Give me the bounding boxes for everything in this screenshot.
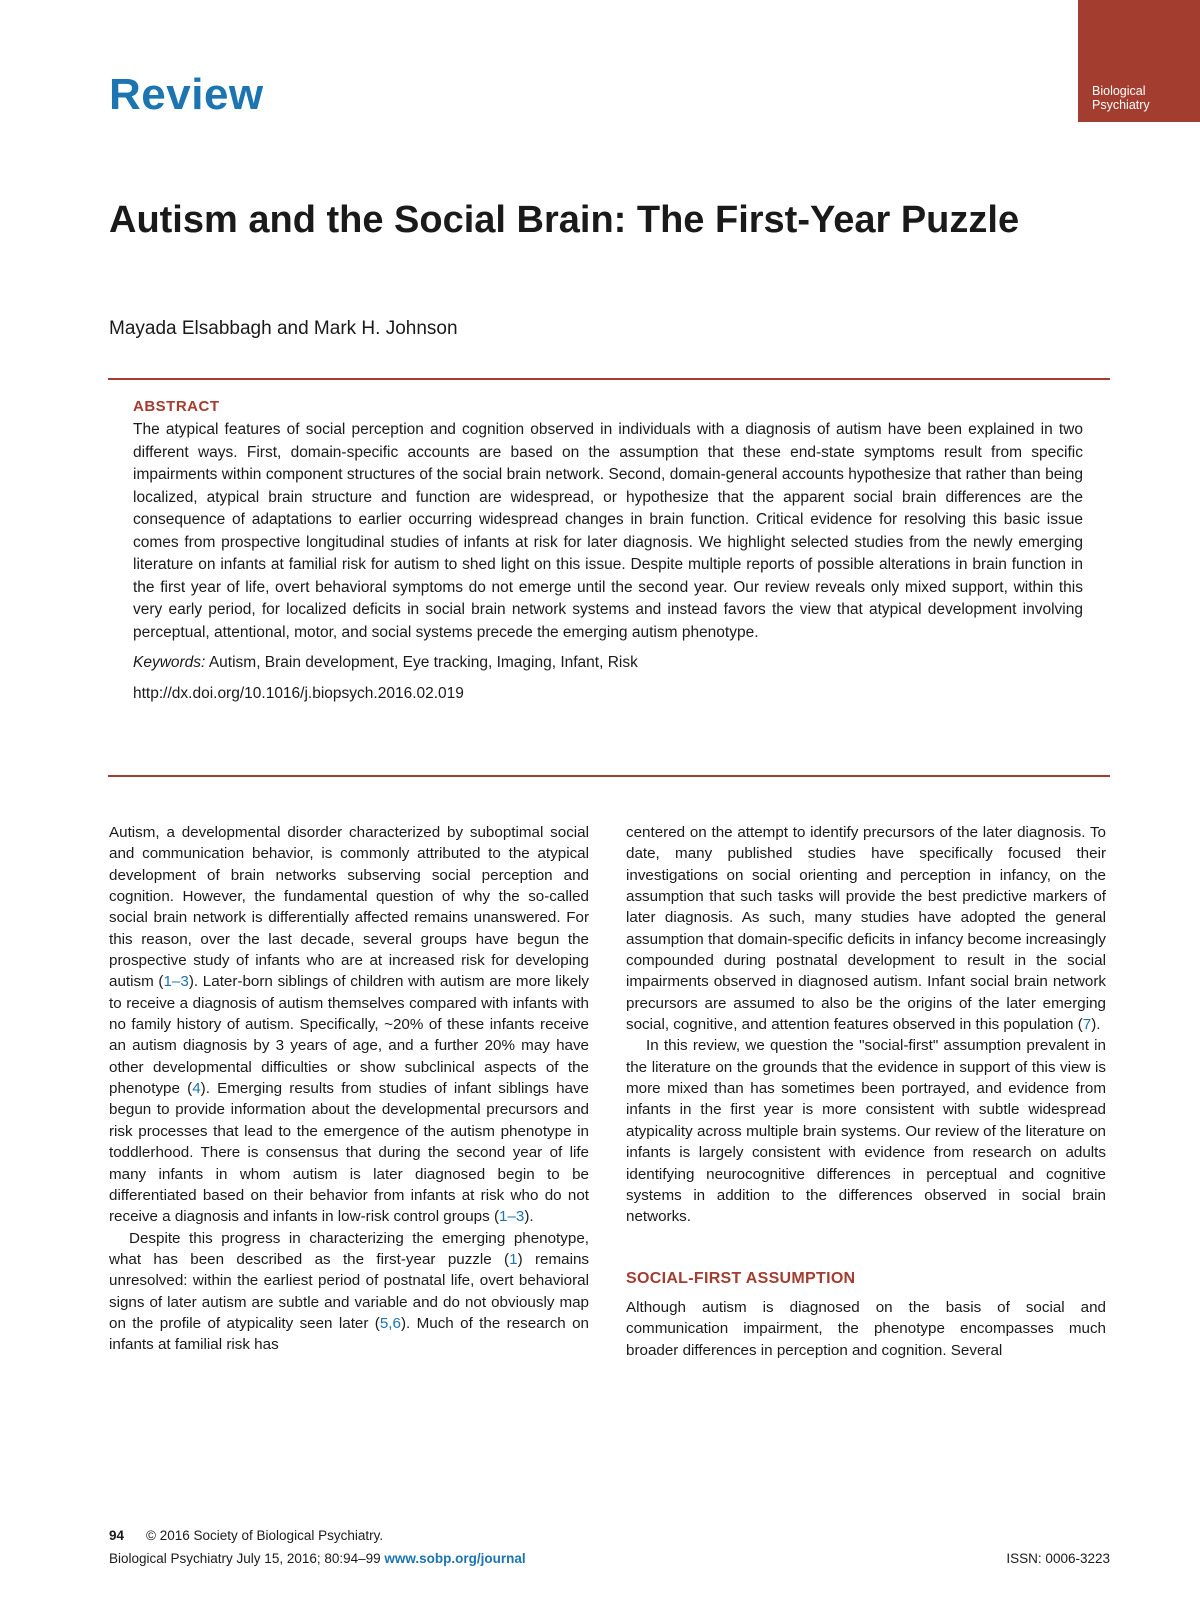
body-paragraph: Autism, a developmental disorder characterized by suboptimal social and communication behavior, is commonly attributed to the atypical development of brain networks subserving social perception and cognition. However, the fundamental question of why the so-called social brain network is differentially affected remains unanswered. For this reason, over the last decade, several groups have begun the prospective study of infants who are at increased risk for developing autism (1–3). Later-born siblings of children with autism are more likely to receive a diagnosis of autism themselves compared with infants with no family history of autism. Specifically, ~20% of these infants receive an autism diagnosis by 3 years of age, and a further 20% may have other developmental difficulties or show subclinical aspects of the phenotype (4). Emerging results from studies of infant siblings have begun to provide information about the developmental precursors and risk processes that lead to the emergence of the autism phenotype in toddlerhood. There is consensus that during the second year of life many infants in whom autism is later diagnosed begin to be differentiated based on their behavior from infants at risk who do not receive a diagnosis and infants in low-risk control groups (1–3).	[109, 824, 589, 1226]
citation-link[interactable]: 4	[192, 1080, 201, 1098]
page-number: 94	[109, 1528, 125, 1543]
body-column-right	[626, 822, 1106, 1361]
issn: ISSN: 0006-3223	[1006, 1551, 1110, 1566]
abstract-top-rule	[108, 378, 1110, 380]
section-label: Review	[109, 70, 264, 119]
journal-logo-tab	[1078, 0, 1200, 122]
body-column-left	[109, 822, 589, 1356]
body-paragraph: Although autism is diagnosed on the basis of social and communication impairment, the phenotype encompasses much broader differences in perception and cognition. Several	[626, 1298, 1106, 1359]
citation-link[interactable]: 5,6	[379, 1314, 401, 1332]
journal-tab-line-1: Biological	[1092, 84, 1146, 98]
citation-link[interactable]: 1–3	[163, 973, 189, 991]
doi-link[interactable]: http://dx.doi.org/10.1016/j.biopsych.2016.02.019	[133, 685, 464, 702]
keywords-line	[133, 652, 1083, 674]
journal-citation: Biological Psychiatry July 15, 2016; 80:94–99	[109, 1551, 385, 1566]
keywords-list: Autism, Brain development, Eye tracking, Imaging, Infant, Risk	[208, 654, 638, 671]
citation-link[interactable]: 7	[1082, 1016, 1092, 1034]
abstract-bottom-rule	[108, 775, 1110, 777]
article-authors: Mayada Elsabbagh and Mark H. Johnson	[109, 318, 458, 339]
body-paragraph: In this review, we question the "social-first" assumption prevalent in the literature on the grounds that the evidence in support of this view is more mixed than has sometimes been portrayed, and evidence from infants in the first year is more consistent with subtle widespread atypicality across multiple brain systems. Our review of the literature on infants is largely consistent with evidence from research on adults identifying neurocognitive differences in perceptual and cognitive systems in addition to the differences observed in social brain networks.	[626, 1037, 1106, 1226]
citation-link[interactable]: 1–3	[499, 1208, 525, 1226]
abstract-heading: ABSTRACT	[133, 398, 220, 415]
journal-tab-line-2: Psychiatry	[1092, 98, 1150, 112]
abstract-block	[133, 398, 1083, 705]
body-paragraph: centered on the attempt to identify precursors of the later diagnosis. To date, many published studies have specifically focused their investigations on social orienting and perception in infancy, on the assumption that such tasks will provide the best predictive markers of later diagnosis. As such, many studies have adopted the general assumption that domain-specific deficits in infancy become increasingly compounded during postnatal development to result in the social impairments observed in diagnosed autism. Infant social brain network precursors are assumed to also be the origins of the later emerging social, cognitive, and attention features observed in this population (7).	[626, 824, 1106, 1034]
citation-link[interactable]: 1	[509, 1250, 518, 1268]
section-heading: SOCIAL-FIRST ASSUMPTION	[626, 1269, 856, 1287]
copyright: © 2016 Society of Biological Psychiatry.	[146, 1528, 384, 1543]
footer-citation-line	[109, 1551, 526, 1566]
article-title: Autism and the Social Brain: The First-Year Puzzle	[109, 199, 1020, 241]
abstract-text: The atypical features of social perception and cognition observed in individuals with a diagnosis of autism have been explained in two different ways. First, domain-specific accounts are based on the assumption that these end-state symptoms result from specific impairments within component structures of the social brain network. Second, domain-general accounts hypothesize that rather than being localized, atypical brain structure and function are widespread, or hypothesize that the apparent social brain differences are the consequence of adaptations to earlier occurring widespread changes in brain function. Critical evidence for resolving this basic issue comes from prospective longitudinal studies of infants at risk for later diagnosis. We highlight selected studies from the newly emerging literature on infants at familial risk for autism to shed light on this issue. Despite multiple reports of possible alterations in brain function in the first year of life, overt behavioral symptoms do not emerge until the second year. Our review reveals only mixed support, within this very early period, for localized deficits in social brain network systems and instead favors the view that atypical development involving perceptual, attentional, motor, and social systems precede the emerging autism phenotype.	[133, 421, 1083, 641]
body-paragraph: Despite this progress in characterizing the emerging phenotype, what has been described as the first-year puzzle (1) remains unresolved: within the earliest period of postnatal life, overt behavioral signs of later autism are subtle and variable and do not obviously map on the profile of atypicality seen later (5,6). Much of the research on infants at familial risk has	[109, 1229, 589, 1354]
keywords-label: Keywords:	[133, 654, 206, 671]
journal-url-link[interactable]: www.sobp.org/journal	[384, 1551, 526, 1566]
footer-copyright-line	[109, 1528, 383, 1543]
